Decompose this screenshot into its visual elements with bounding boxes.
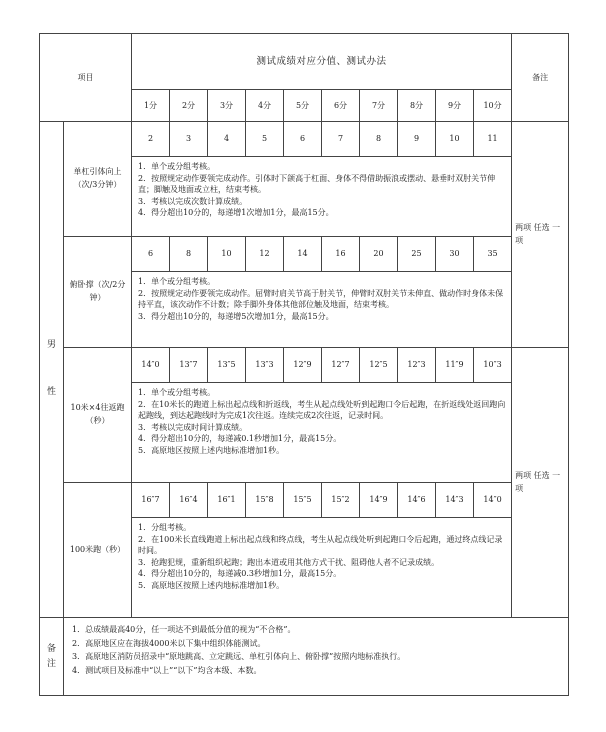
score-value: 14″0 — [132, 348, 170, 383]
score-value: 16″7 — [132, 483, 170, 518]
remark-line: 4．测试项目及标准中“以上”“以下”均含本级、本数。 — [72, 665, 262, 675]
item-name: 100米跑（秒） — [64, 483, 132, 618]
score-value: 5 — [246, 122, 284, 157]
test-method — [132, 383, 512, 483]
header-point: 8分 — [398, 90, 436, 122]
header-point: 7分 — [360, 90, 398, 122]
method-line: 4．得分超出10分的，每递增1次增加1分，最高15分。 — [138, 208, 334, 218]
test-method — [132, 518, 512, 618]
score-value: 13″7 — [170, 348, 208, 383]
remark-line: 1．总成绩最高40分，任一项达不到最低分值的视为“不合格”。 — [72, 625, 296, 634]
score-value: 14″6 — [398, 483, 436, 518]
method-line: 3．抢跑犯规，重新组织起跑；跑出本道或用其他方式干扰、阻碍他人者不记录成绩。 — [138, 557, 440, 567]
method-line: 4．得分超出10分的，每递减0.3秒增加1分，最高15分。 — [138, 569, 342, 579]
score-value: 20 — [360, 237, 398, 272]
score-value: 13″5 — [208, 348, 246, 383]
score-value: 8 — [170, 237, 208, 272]
header-point: 4分 — [246, 90, 284, 122]
remark-line: 3．高原地区消防员招录中“原地跳高、立定跳远、单杠引体向上、俯卧撑”按照内地标准执行。 — [72, 652, 406, 662]
score-value: 11 — [474, 122, 512, 157]
score-value: 3 — [170, 122, 208, 157]
method-line: 1．单个或分组考核。 — [138, 388, 216, 397]
score-value: 12″9 — [284, 348, 322, 383]
header-point: 2分 — [170, 90, 208, 122]
score-value: 35 — [474, 237, 512, 272]
header-point: 5分 — [284, 90, 322, 122]
header-point: 10分 — [474, 90, 512, 122]
header-point: 3分 — [208, 90, 246, 122]
test-method — [132, 272, 512, 348]
score-table — [39, 33, 569, 696]
score-value: 30 — [436, 237, 474, 272]
header-item-label: 项目 — [40, 34, 132, 122]
header-point: 9分 — [436, 90, 474, 122]
score-value: 12 — [246, 237, 284, 272]
method-line: 1．单个或分组考核。 — [138, 162, 216, 171]
item-name: 单杠引体向上（次/3分钟） — [64, 122, 132, 237]
remarks-label: 备 注 — [40, 618, 64, 696]
score-value: 2 — [132, 122, 170, 157]
header-point: 6分 — [322, 90, 360, 122]
score-value: 12″3 — [398, 348, 436, 383]
method-line: 3．考核以完成时间计算成绩。 — [138, 422, 248, 432]
method-line: 2．在100米长直线跑道上标出起点线和终点线，考生从起点线处听到起跑口令后起跑，通过终点线记录时间。 — [138, 534, 503, 556]
item-name: 10米×4往返跑（秒） — [64, 348, 132, 483]
method-line: 5．高原地区按照上述内地标准增加1秒。 — [138, 580, 285, 590]
score-value: 7 — [322, 122, 360, 157]
method-line: 2．在10米长的跑道上标出起点线和折返线，考生从起点线处听到起跑口令后起跑，在折返线处返回跑向起跑线，到达起跑线时为完成1次往返。连续完成2次往返，记录时间。 — [138, 399, 506, 421]
score-value: 12″7 — [322, 348, 360, 383]
score-value: 16″1 — [208, 483, 246, 518]
score-value: 14 — [284, 237, 322, 272]
score-value: 10 — [208, 237, 246, 272]
gender-label: 男 性 — [40, 122, 64, 618]
header-title: 测试成绩对应分值、测试办法 — [132, 34, 512, 90]
score-value: 14″9 — [360, 483, 398, 518]
score-value: 10″3 — [474, 348, 512, 383]
method-line: 1．分组考核。 — [138, 523, 192, 532]
score-value: 13″3 — [246, 348, 284, 383]
method-line: 2．按照规定动作要领完成动作。屈臂时肩关节高于肘关节，伸臂时双肘关节未伸直、做动作时身体未保持平直，该次动作不计数；除手脚外身体其他部位触及地面，结束考核。 — [138, 288, 504, 310]
score-value: 15″2 — [322, 483, 360, 518]
remarks-notes — [64, 618, 569, 696]
method-line: 4．得分超出10分的，每递减0.1秒增加1分，最高15分。 — [138, 434, 342, 444]
score-value: 15″5 — [284, 483, 322, 518]
score-value: 6 — [284, 122, 322, 157]
score-value: 12″5 — [360, 348, 398, 383]
score-value: 14″0 — [474, 483, 512, 518]
either-note: 两项 任选 一项 — [512, 122, 569, 348]
score-value: 15″8 — [246, 483, 284, 518]
method-line: 3．考核以完成次数计算成绩。 — [138, 196, 248, 206]
score-value: 4 — [208, 122, 246, 157]
item-name: 俯卧撑（次/2分钟） — [64, 237, 132, 348]
score-value: 14″3 — [436, 483, 474, 518]
score-value: 10 — [436, 122, 474, 157]
score-value: 25 — [398, 237, 436, 272]
method-line: 1．单个或分组考核。 — [138, 277, 216, 286]
method-line: 2．按照规定动作要领完成动作。引体时下颌高于杠面、身体不得借助振浪或摆动、悬垂时双肘关节伸直；脚触及地面或立柱，结束考核。 — [138, 173, 496, 195]
score-value: 6 — [132, 237, 170, 272]
score-value: 16″4 — [170, 483, 208, 518]
score-value: 16 — [322, 237, 360, 272]
score-value: 9 — [398, 122, 436, 157]
score-value: 11″9 — [436, 348, 474, 383]
remark-line: 2．高原地区应在海拔4000米以下集中组织体能测试。 — [72, 638, 266, 648]
test-method — [132, 157, 512, 237]
header-remark-label: 备注 — [512, 34, 569, 122]
score-value: 8 — [360, 122, 398, 157]
method-line: 5．高原地区按照上述内地标准增加1秒。 — [138, 445, 285, 455]
method-line: 3．得分超出10分的，每递增5次增加1分，最高15分。 — [138, 311, 334, 321]
either-note: 两项 任选 一项 — [512, 348, 569, 618]
header-point: 1分 — [132, 90, 170, 122]
